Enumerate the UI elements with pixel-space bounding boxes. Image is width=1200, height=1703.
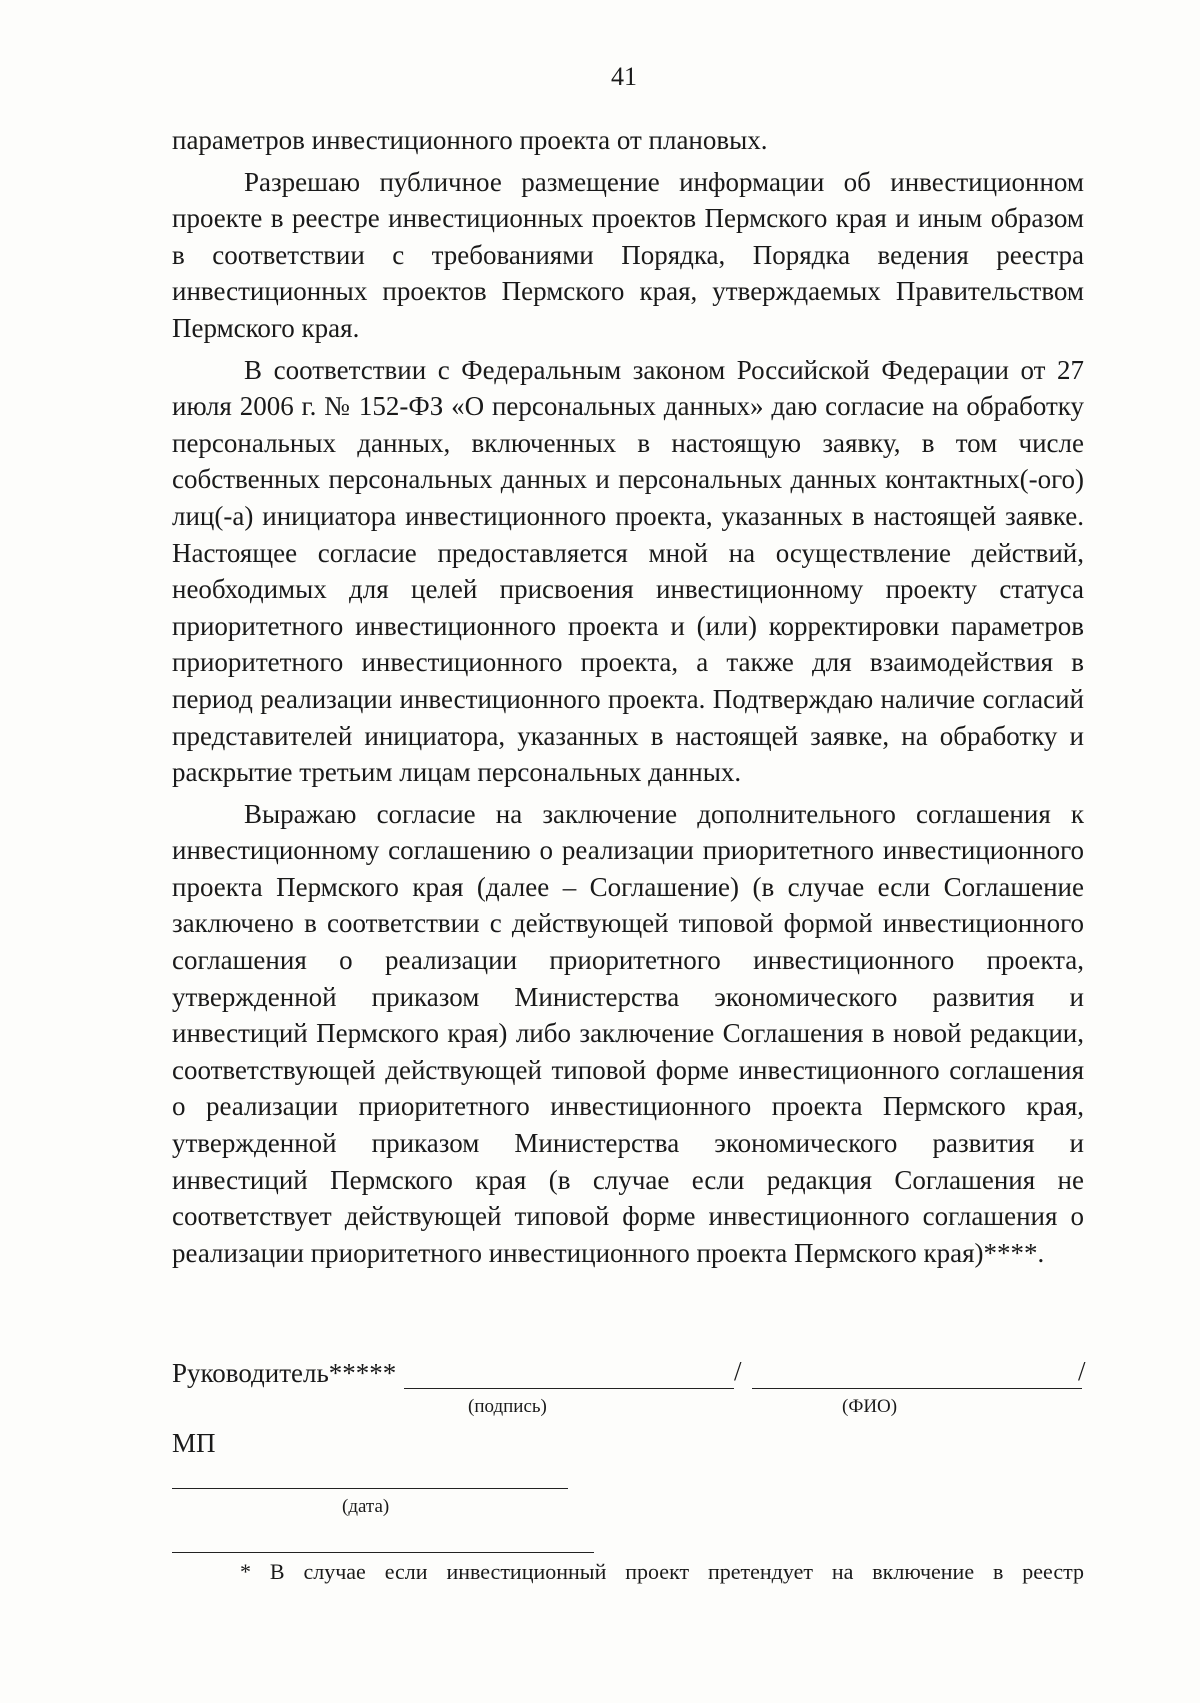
- stamp-label: МП: [172, 1428, 216, 1458]
- signatory-label: Руководитель*****: [172, 1358, 397, 1388]
- name-separator: /: [1078, 1356, 1086, 1386]
- signature-row: [172, 1358, 1092, 1394]
- name-caption: (ФИО): [842, 1396, 898, 1417]
- footnote: * В случае если инвестиционный проект претендует на включение в реестр: [240, 1559, 1084, 1584]
- signature-line: [404, 1388, 734, 1389]
- paragraph-personal-data-consent: В соответствии с Федеральным законом Российской Федерации от 27 июля 2006 г. № 152-ФЗ «О персональных данных» даю согласие на обработку персональных данных, включенных в настоящую заявку, в том числе собственных персональных данных и персональных данных контактных(-ого) лиц(-а) инициатора инвестиционного проекта, указанных в настоящей заявке. Настоящее согласие предоставляется мной на осуществление действий, необходимых для целей присвоения инвестиционному проекту статуса приоритетного инвестиционного проекта и (или) корректировки параметров приоритетного инвестиционного проекта, а также для взаимодействия в период реализации инвестиционного проекта. Подтверждаю наличие согласий представителей инициатора, указанных в настоящей заявке, на обработку и раскрытие третьим лицам персональных данных.: [172, 354, 1084, 788]
- paragraph-continuation: параметров инвестиционного проекта от плановых.: [172, 125, 768, 155]
- page-number: 41: [611, 62, 637, 91]
- paragraph-agreement-consent: Выражаю согласие на заключение дополнительного соглашения к инвестиционному соглашению о реализации приоритетного инвестиционного проекта Пермского края (далее – Соглашение) (в случае если Соглашение заключено в соответствии с действующей типовой формой инвестиционного соглашения о реализации приоритетного инвестиционного проекта, утвержденной приказом Министерства экономического развития и инвестиций Пермского края) либо заключение Соглашения в новой редакции, соответствующей действующей типовой форме инвестиционного соглашения о реализации приоритетного инвестиционного проекта Пермского края, утвержденной приказом Министерства экономического развития и инвестиций Пермского края (в случае если редакция Соглашения не соответствует действующей типовой форме инвестиционного соглашения о реализации приоритетного инвестиционного проекта Пермского края)****.: [172, 798, 1084, 1268]
- date-line: [172, 1488, 568, 1489]
- name-line: [752, 1388, 1082, 1389]
- paragraph-publication-consent: Разрешаю публичное размещение информации об инвестиционном проекте в реестре инвестиционных проектов Пермского края и иным образом в соответствии с требованиями Порядка, Порядка ведения реестра инвестиционных проектов Пермского края, утверждаемых Правительством Пермского края.: [172, 166, 1084, 343]
- footnote-separator: [172, 1552, 594, 1553]
- signature-separator: /: [734, 1356, 742, 1386]
- signature-caption: (подпись): [468, 1396, 547, 1417]
- document-body: [172, 122, 1084, 1271]
- date-caption: (дата): [342, 1496, 390, 1517]
